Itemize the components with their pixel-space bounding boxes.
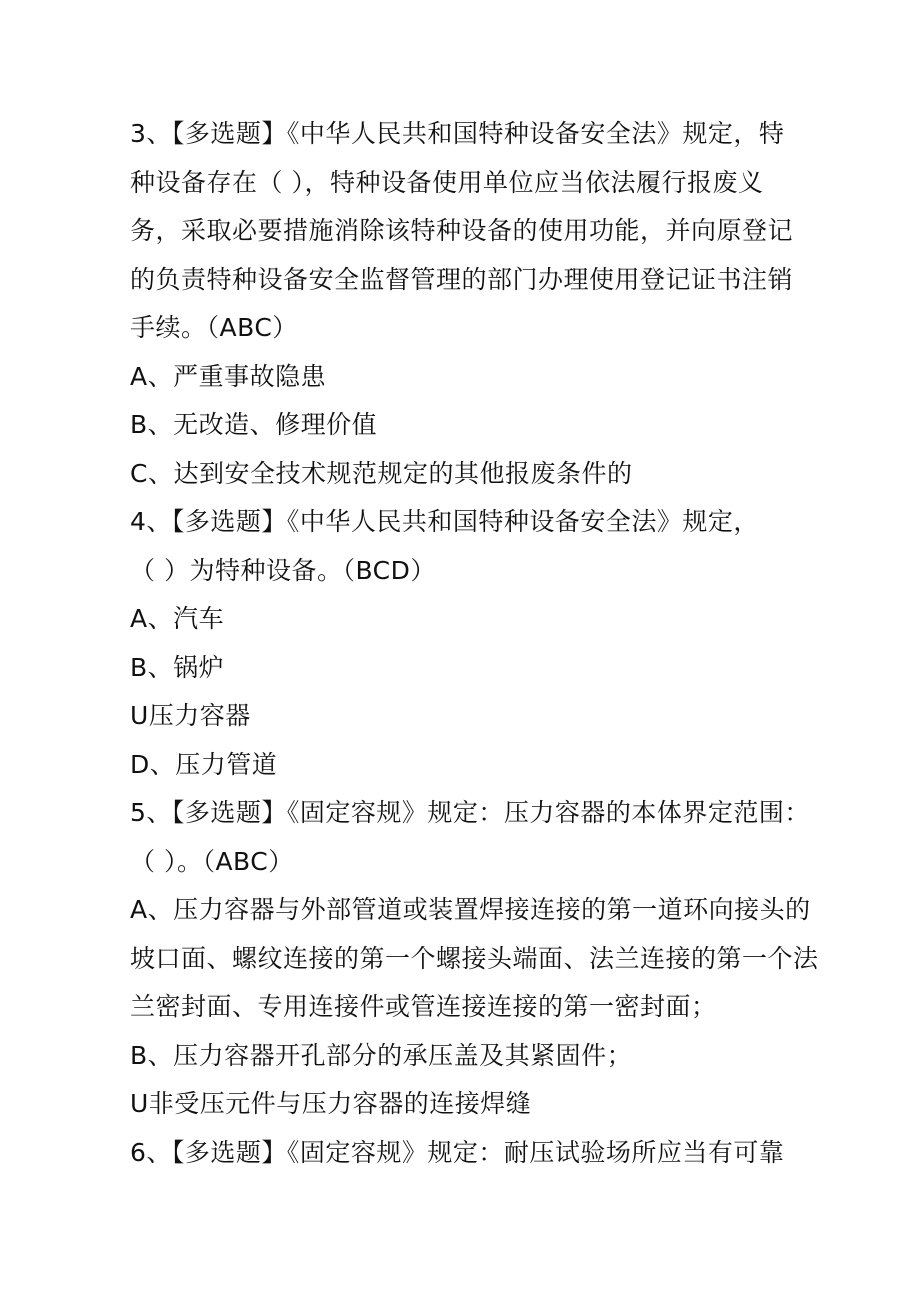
question-4-option-a: A、汽车: [130, 604, 225, 633]
question-5-line-2: （ ）。（ABC）: [130, 846, 294, 876]
question-3-option-c: C、达到安全技术规范规定的其他报废条件的: [130, 458, 633, 488]
question-5-option-a-line-1: A、压力容器与外部管道或装置焊接连接的第一道环向接头的: [130, 895, 811, 924]
question-3-line-5: 手续。（ABC）: [130, 313, 298, 342]
question-3-line-1: 3、【多选题】《中华人民共和国特种设备安全法》规定，特: [130, 119, 785, 148]
question-5-option-c: U非受压元件与压力容器的连接焊缝: [130, 1089, 532, 1118]
question-5-option-a-line-2: 坡口面、螺纹连接的第一个螺接头端面、法兰连接的第一个法: [130, 943, 819, 973]
document-page: [130, 110, 820, 1177]
question-5-line-1: 5、【多选题】《固定容规》规定：压力容器的本体界定范围：: [130, 798, 810, 827]
question-4-line-2: （ ）为特种设备。（BCD）: [130, 555, 436, 585]
question-3-line-2: 种设备存在（ ），特种设备使用单位应当依法履行报废义: [130, 167, 764, 197]
question-3-option-b: B、无改造、修理价值: [130, 410, 378, 439]
question-4-line-1: 4、【多选题】《中华人民共和国特种设备安全法》规定，: [130, 507, 759, 536]
question-4-option-b: B、锅炉: [130, 652, 225, 682]
question-3-line-4: 的负责特种设备安全监督管理的部门办理使用登记证书注销: [130, 264, 794, 294]
question-5-option-a-line-3: 兰密封面、专用连接件或管连接连接的第一密封面；: [130, 992, 717, 1021]
question-4-option-d: D、压力管道: [130, 749, 278, 779]
question-3-option-a: A、严重事故隐患: [130, 361, 327, 391]
question-5-option-b: B、压力容器开孔部分的承压盖及其紧固件；: [130, 1040, 633, 1070]
question-4-option-c: U压力容器: [130, 701, 251, 730]
question-6-line-1: 6、【多选题】《固定容规》规定：耐压试验场所应当有可靠: [130, 1137, 785, 1167]
question-3-line-3: 务，采取必要措施消除该特种设备的使用功能，并向原登记: [130, 216, 794, 245]
